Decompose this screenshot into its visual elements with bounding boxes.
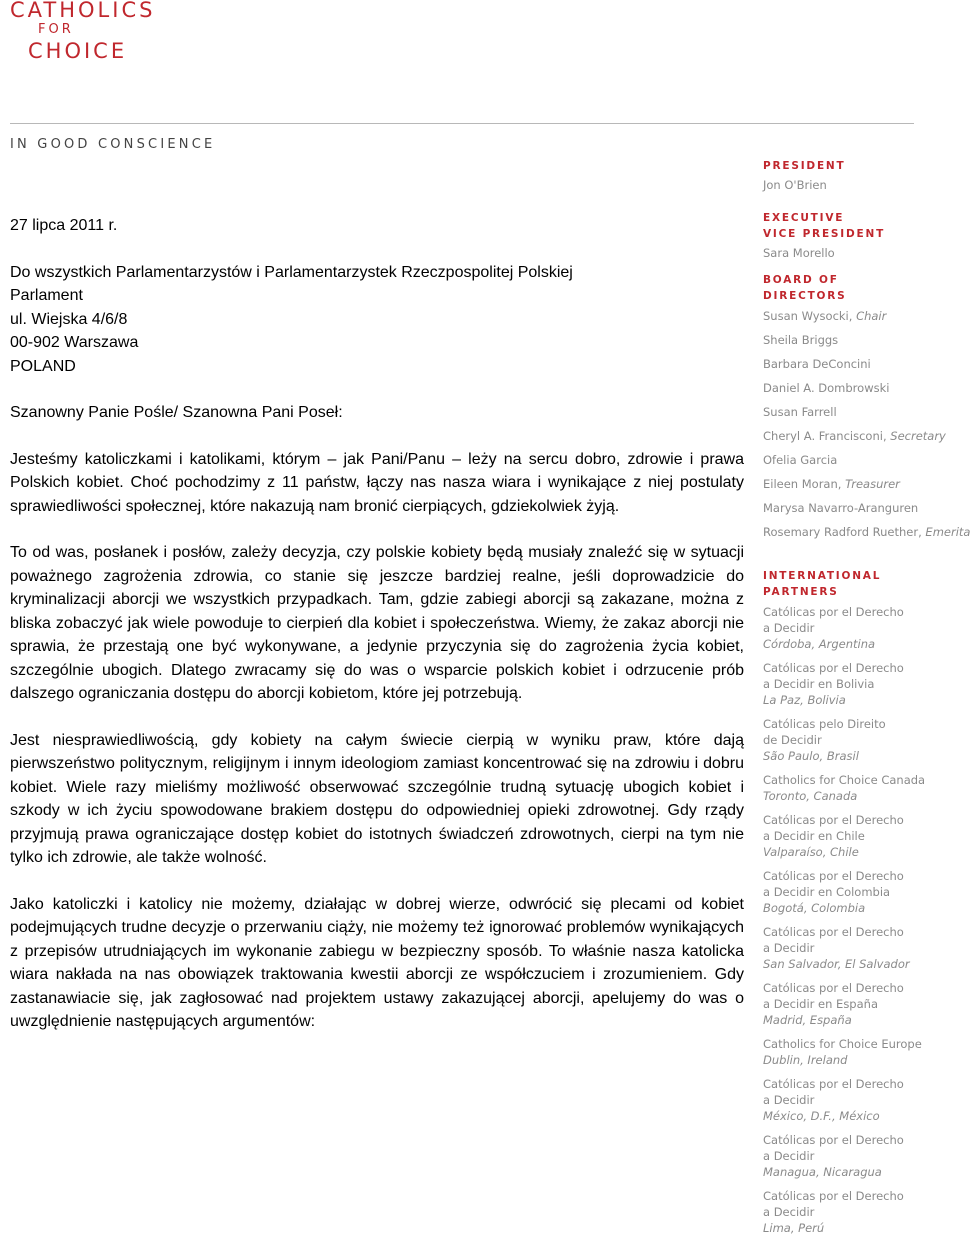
letter-date: 27 lipca 2011 r. xyxy=(10,217,118,234)
partner-location: Managua, Nicaragua xyxy=(763,1165,882,1179)
partner-name-line: a Decidir en Colombia xyxy=(763,885,891,899)
board-member-role: Treasurer xyxy=(845,477,900,491)
partner-name-line: a Decidir xyxy=(763,1205,815,1219)
board-member-role: Chair xyxy=(856,309,887,323)
partner-name-line: Católicas por el Derecho xyxy=(763,813,904,827)
partner-location: Toronto, Canada xyxy=(763,789,858,803)
logo-line-3: CHOICE xyxy=(28,39,128,63)
partner-item xyxy=(763,868,958,916)
partner-item xyxy=(763,716,958,764)
partner-location: Valparaíso, Chile xyxy=(763,845,859,859)
partner-name-line: a Decidir en Chile xyxy=(763,829,865,843)
letter-body xyxy=(10,214,744,1034)
board-member xyxy=(763,376,958,400)
board-member-name: Eileen Moran, xyxy=(763,477,842,491)
partner-location: Bogotá, Colombia xyxy=(763,901,866,915)
address-line: ul. Wiejska 4/6/8 xyxy=(10,310,128,328)
partner-location: São Paulo, Brasil xyxy=(763,749,859,763)
partner-name-line: a Decidir xyxy=(763,621,815,635)
board-member-role: Emerita xyxy=(925,525,970,539)
paragraph: Jako katoliczki i katolicy nie możemy, działając w dobrej wierze, odwrócić się plecami od kobiet podejmujących trudne decyzje o przerwaniu ciąży, nie możemy też ignorować problemów wynikających z przepisów utrudniających im wykonanie zabiegu w bezpieczny sposób. To właśnie nasza katolicka wiara nakłada na nas obowiązek traktowania kwestii aborcji ze współczuciem i zrozumieniem. Gdy zastanawiacie się, jak zagłosować nad projektem ustawy zakazującej aborcji, apelujemy do was o uwzględnienie następujących argumentów: xyxy=(10,895,744,1030)
board-member-name: Cheryl A. Francisconi, xyxy=(763,429,887,443)
logo xyxy=(10,0,155,62)
paragraph: Jest niesprawiedliwością, gdy kobiety na całym świecie cierpią w wyniku praw, które dają pierwszeństwo politycznym, religijnym i innym ideologiom zamiast koncentrować się na zdrowiu i dobru kobiet. Wiele razy mieliśmy możliwość obserwować szczególnie trudną sytuację ubogich kobiet i szkody w ich życiu spowodowane brakiem dostępu do odpowiedniej opieki zdrowotnej. Gdy rządy przyjmują prawa ograniczające dostęp kobiet do istotnych świadczeń zdrowotnych, cierpi na tym nie tylko ich zdrowie, ale także wolność. xyxy=(10,731,744,866)
partner-item xyxy=(763,604,958,652)
sidebar-staff xyxy=(763,158,970,1244)
board-member xyxy=(763,496,958,520)
board-member-name: Rosemary Radford Ruether, xyxy=(763,525,922,539)
logo-line-2: FOR xyxy=(38,22,74,37)
board-member-role: Secretary xyxy=(890,429,946,443)
board-member-name: Marysa Navarro-Aranguren xyxy=(763,501,919,515)
partner-item xyxy=(763,980,958,1028)
board-member xyxy=(763,424,958,448)
board-member xyxy=(763,304,958,328)
partners-heading-1: INTERNATIONAL xyxy=(763,570,882,582)
partner-item xyxy=(763,812,958,860)
partner-name-line: Católicas por el Derecho xyxy=(763,869,904,883)
address-line: Parlament xyxy=(10,287,83,304)
partners-heading-2: PARTNERS xyxy=(763,586,839,598)
evp-heading-1: EXECUTIVE xyxy=(763,212,845,224)
partner-name-line: Católicas por el Derecho xyxy=(763,981,904,995)
president-name: Jon O'Brien xyxy=(763,178,827,192)
address-line: 00-902 Warszawa xyxy=(10,334,139,351)
partner-item xyxy=(763,924,958,972)
partner-item xyxy=(763,772,958,804)
board-member xyxy=(763,328,958,352)
partner-location: Córdoba, Argentina xyxy=(763,637,876,651)
partner-name-line: a Decidir xyxy=(763,941,815,955)
partner-location: San Salvador, El Salvador xyxy=(763,957,910,971)
partner-item xyxy=(763,1076,958,1124)
partner-item xyxy=(763,1132,958,1180)
board-member-name: Barbara DeConcini xyxy=(763,357,871,371)
partner-name-line: Católicas por el Derecho xyxy=(763,1133,904,1147)
partner-name-line: Católicas por el Derecho xyxy=(763,661,904,675)
partner-name-line: Católicas por el Derecho xyxy=(763,925,904,939)
partner-location: Dublin, Ireland xyxy=(763,1053,848,1067)
logo-line-1: CATHOLICS xyxy=(10,0,156,22)
partner-location: México, D.F., México xyxy=(763,1109,880,1123)
partner-name-line: Catholics for Choice Canada xyxy=(763,773,926,787)
partner-list xyxy=(763,604,958,1236)
partner-name-line: Católicas por el Derecho xyxy=(763,1189,904,1203)
partner-location: Madrid, España xyxy=(763,1013,852,1027)
partner-name-line: a Decidir en España xyxy=(763,997,878,1011)
salutation: Szanowny Panie Pośle/ Szanowna Pani Poseł: xyxy=(10,404,343,421)
evp-name: Sara Morello xyxy=(763,246,835,260)
partner-name-line: Católicas pelo Direito xyxy=(763,717,886,731)
partner-location: Lima, Perú xyxy=(763,1221,825,1235)
address-line: POLAND xyxy=(10,357,76,375)
board-member xyxy=(763,352,958,376)
board-member xyxy=(763,472,958,496)
board-heading-2: DIRECTORS xyxy=(763,290,847,302)
evp-heading-2: VICE PRESIDENT xyxy=(763,228,886,240)
partner-name-line: a Decidir xyxy=(763,1093,815,1107)
address-line: Do wszystkich Parlamentarzystów i Parlamentarzystek Rzeczpospolitej Polskiej xyxy=(10,263,573,281)
board-member-name: Susan Wysocki, xyxy=(763,309,853,323)
header-divider xyxy=(10,123,914,124)
partner-item xyxy=(763,660,958,708)
paragraph: To od was, posłanek i posłów, zależy decyzja, czy polskie kobiety będą musiały znaleźć się w sytuacji poważnego zagrożenia zdrowia, co stanie się jeszcze bardziej realne, jeśli doprowadzicie do kryminalizacji aborcji we wszystkich przypadkach. Tam, gdzie zabiegi aborcji są zakazane, można z bliska zobaczyć jak wiele powoduje to cierpień dla kobiet i społeczeństwa. Wiemy, że zakaz aborcji nie sprawia, że przestają one być wykonywane, a jedynie przyczynia się do zagrożenia życia kobiet, szczególnie ubogich. Dlatego zwracamy się do was o wsparcie polskich kobiet i odrzucenie prób dalszego ograniczania dostępu do aborcji kobietom, które jej potrzebują. xyxy=(10,544,744,702)
partner-name-line: Catholics for Choice Europe xyxy=(763,1037,922,1051)
partner-name-line: Católicas por el Derecho xyxy=(763,605,904,619)
paragraph: Jesteśmy katoliczkami i katolikami, którym – jak Pani/Panu – leży na sercu dobro, zdrowie i prawa Polskich kobiet. Choć pochodzimy z 11 państw, łączy nas nasza wiara i wynikające z niej postulaty sprawiedliwości społecznej, które nakazują nam bronić cierpiących, gdziekolwiek żyją. xyxy=(10,450,744,515)
partner-item xyxy=(763,1188,958,1236)
board-member-name: Daniel A. Dombrowski xyxy=(763,381,890,395)
board-list xyxy=(763,304,970,544)
partner-location: La Paz, Bolivia xyxy=(763,693,846,707)
partner-name-line: a Decidir en Bolivia xyxy=(763,677,875,691)
board-member-name: Susan Farrell xyxy=(763,405,837,419)
board-member xyxy=(763,520,970,544)
board-heading-1: BOARD OF xyxy=(763,274,839,286)
board-member xyxy=(763,400,958,424)
partner-item xyxy=(763,1036,958,1068)
partner-name-line: de Decidir xyxy=(763,733,822,747)
board-member-name: Ofelia Garcia xyxy=(763,453,838,467)
partner-name-line: a Decidir xyxy=(763,1149,815,1163)
board-member xyxy=(763,448,958,472)
board-member-name: Sheila Briggs xyxy=(763,333,839,347)
president-heading: PRESIDENT xyxy=(763,160,846,172)
partner-name-line: Católicas por el Derecho xyxy=(763,1077,904,1091)
tagline: IN GOOD CONSCIENCE xyxy=(10,137,216,152)
